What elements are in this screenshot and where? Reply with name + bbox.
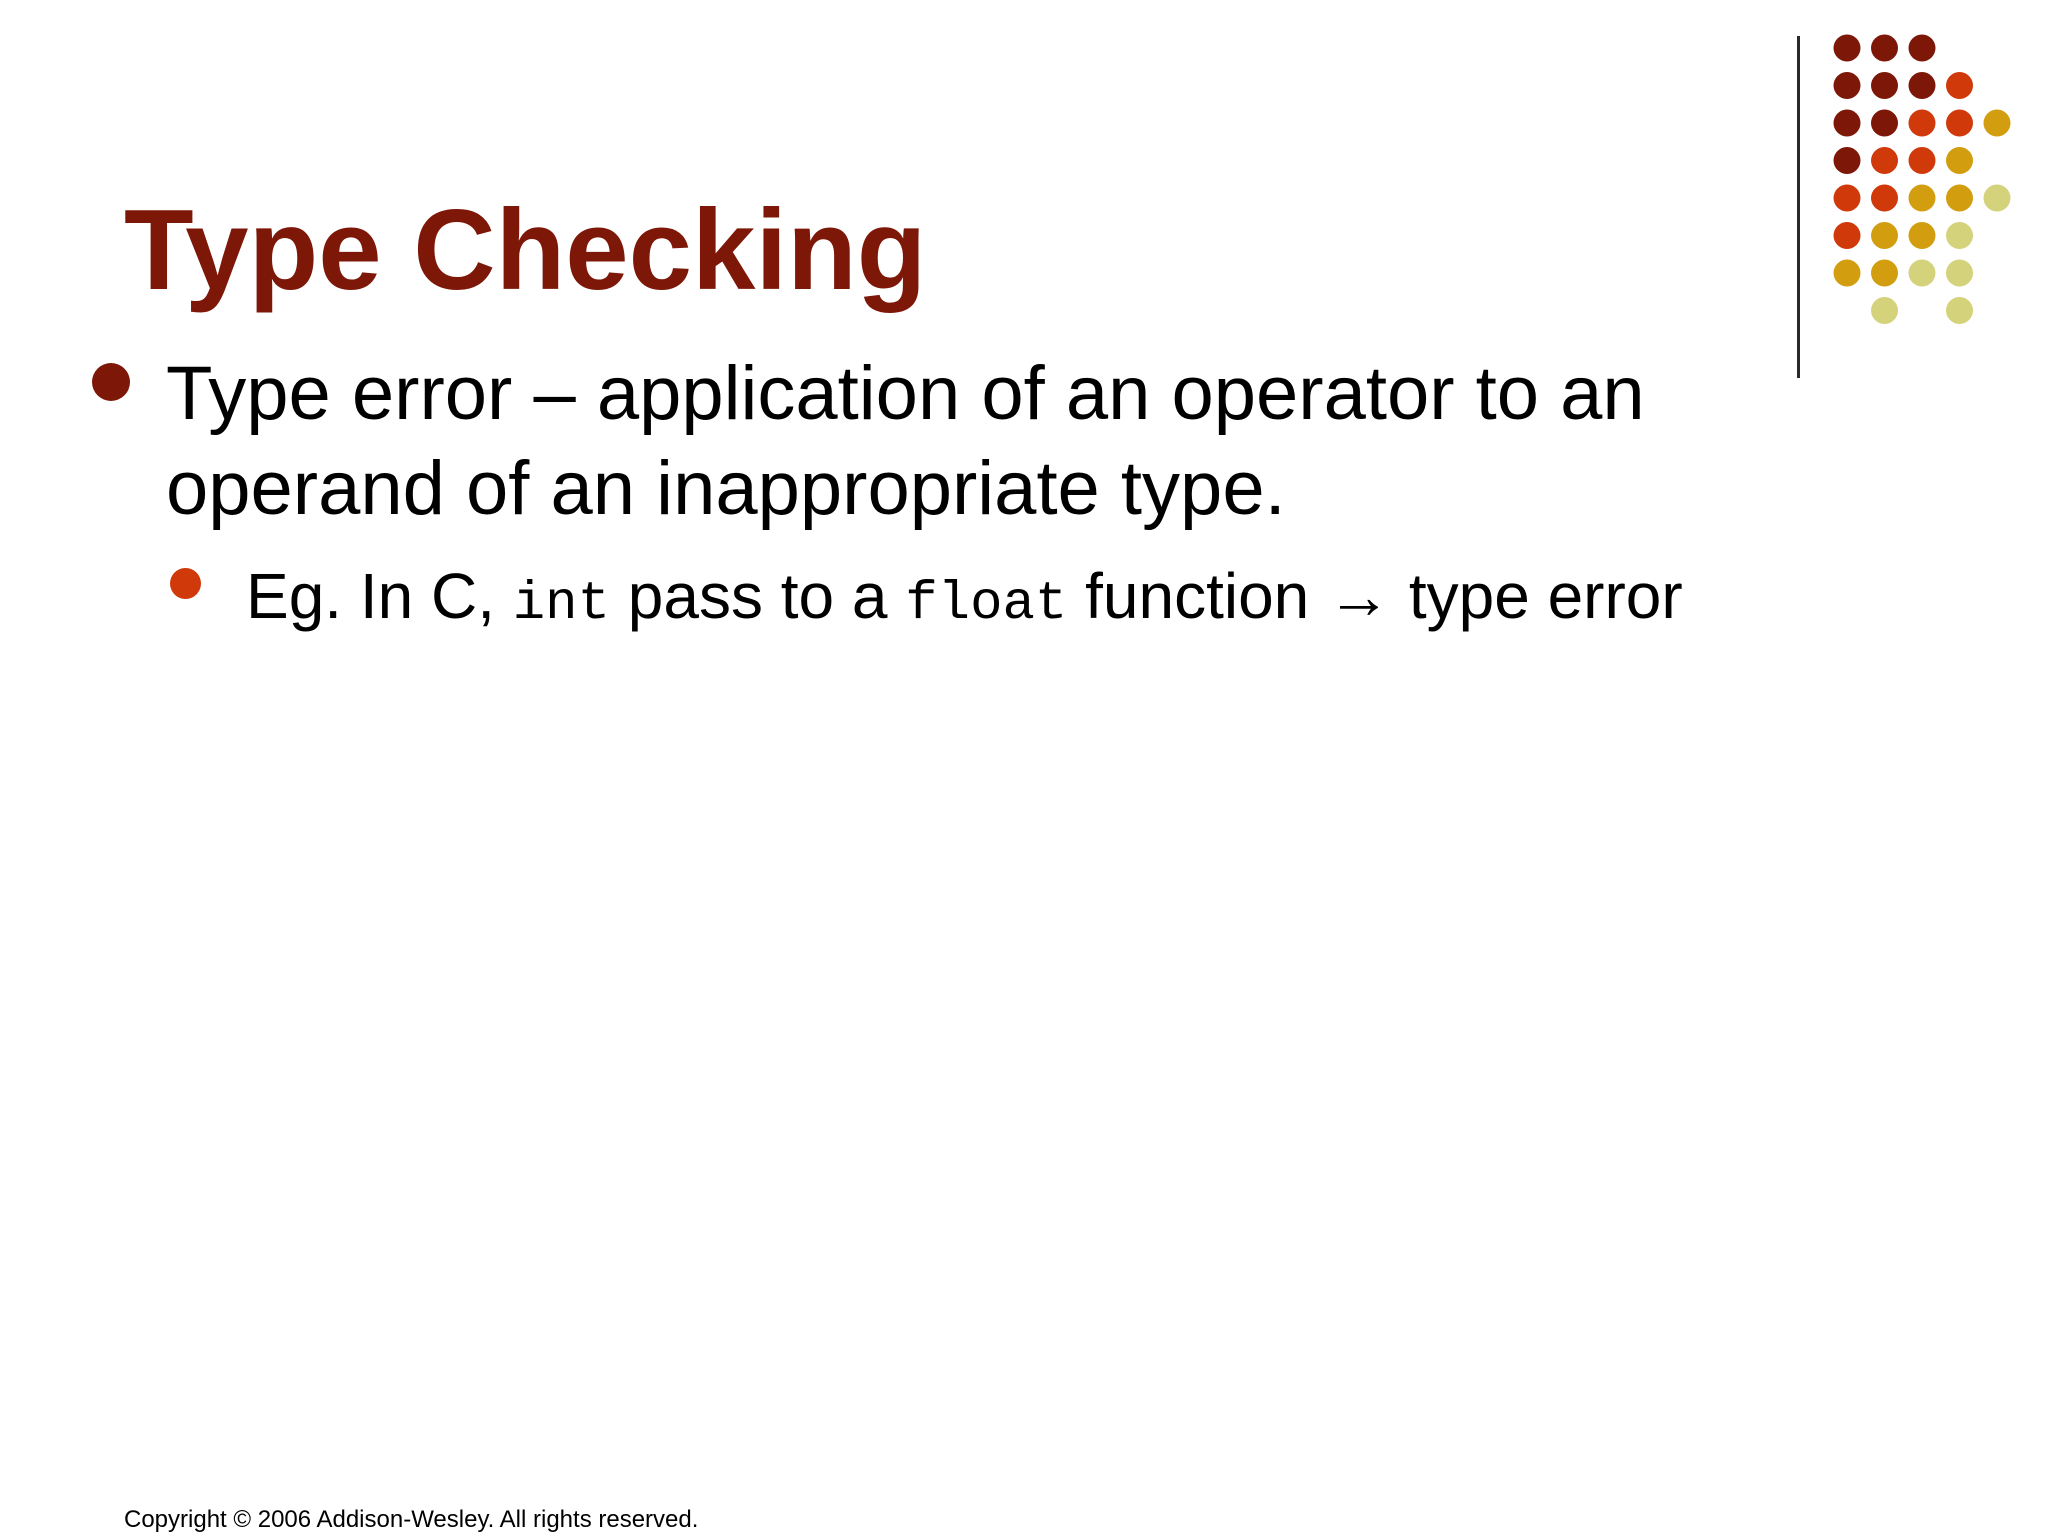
decorative-dot	[1946, 110, 1973, 137]
copyright-footer: Copyright © 2006 Addison-Wesley. All rights reserved.	[124, 1506, 699, 1533]
decorative-dot	[1834, 222, 1861, 249]
decorative-dot	[1871, 72, 1898, 99]
code-float: float	[905, 574, 1068, 635]
decorative-dot	[1834, 110, 1861, 137]
decorative-dot	[1984, 110, 2011, 137]
decorative-dot	[1834, 35, 1861, 62]
bullet-text-before: Eg. In C,	[246, 560, 513, 632]
decorative-dot	[1909, 72, 1936, 99]
decorative-dot	[1909, 35, 1936, 62]
decorative-dot	[1909, 222, 1936, 249]
bullet-text-level1: Type error – application of an operator to an operand of an inappropriate type.	[166, 351, 1645, 531]
decorative-dot	[1946, 185, 1973, 212]
decorative-dot	[1946, 147, 1973, 174]
bullet-text-middle: pass to a	[610, 560, 906, 632]
decorative-dot	[1834, 260, 1861, 287]
decorative-dot	[1871, 110, 1898, 137]
bullet-dot-primary	[92, 363, 130, 401]
decorative-dot	[1909, 147, 1936, 174]
decorative-dot	[1946, 260, 1973, 287]
decorative-dot	[1871, 297, 1898, 324]
decorative-dot	[1909, 185, 1936, 212]
bullet-text-level2	[246, 556, 1683, 645]
bullet-dot-secondary	[170, 568, 201, 599]
slide-title: Type Checking	[124, 187, 927, 314]
decorative-dot	[1946, 222, 1973, 249]
decorative-dot	[1984, 185, 2011, 212]
decorative-dot	[1871, 222, 1898, 249]
decorative-dot	[1871, 185, 1898, 212]
decorative-dot	[1834, 72, 1861, 99]
decorative-dot	[1871, 35, 1898, 62]
decorative-dot	[1909, 260, 1936, 287]
decorative-dot	[1871, 260, 1898, 287]
vertical-divider	[1797, 36, 1800, 378]
decorative-dot	[1834, 185, 1861, 212]
bullet-text-after: function → type error	[1067, 560, 1683, 632]
decorative-dot	[1871, 147, 1898, 174]
decorative-dot	[1909, 110, 1936, 137]
code-int: int	[512, 574, 610, 635]
decorative-dot	[1946, 297, 1973, 324]
decorative-dot	[1946, 72, 1973, 99]
decorative-dot	[1834, 147, 1861, 174]
